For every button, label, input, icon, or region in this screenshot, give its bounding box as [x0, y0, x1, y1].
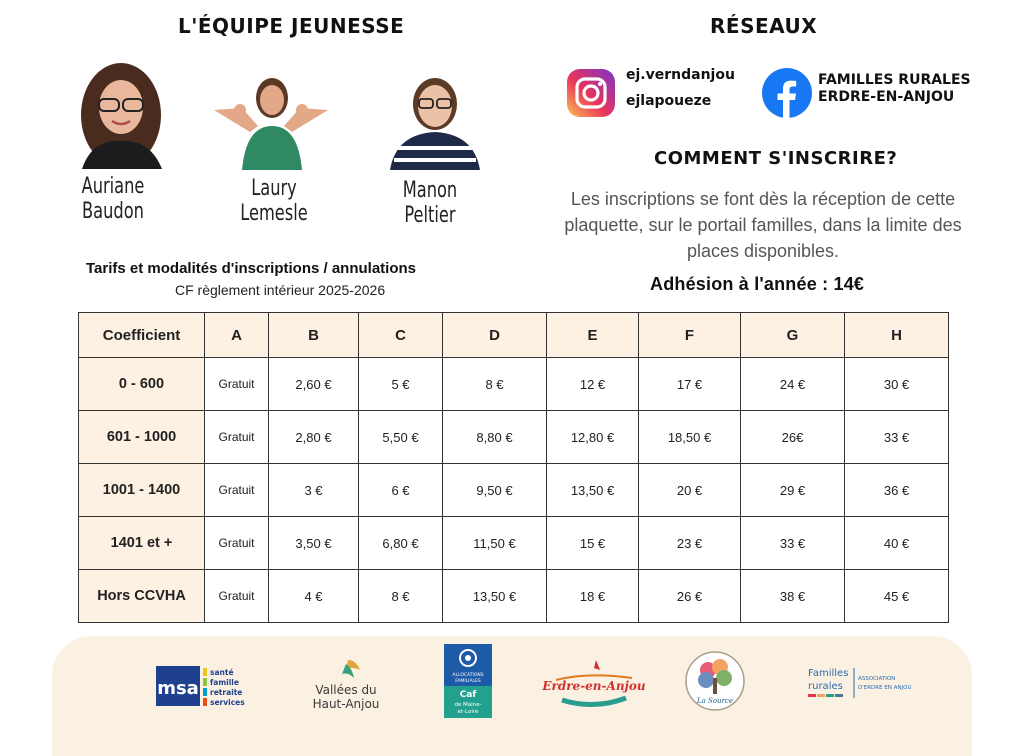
table-header-row — [79, 313, 949, 358]
instagram-icon[interactable] — [566, 68, 616, 118]
inscription-text: Les inscriptions se font dès la réception de cette plaquette, sur le portail familles, dans la limite des places disponibles. — [564, 189, 962, 261]
member-name-laury — [231, 176, 316, 226]
caf-line: et-Loire — [457, 709, 479, 715]
price-cell: 18,50 € — [639, 411, 741, 464]
tarifs-title: Tarifs et modalités d'inscriptions / annulations — [86, 260, 417, 277]
vallees-logo[interactable] — [306, 656, 384, 716]
header-cell: D — [443, 313, 547, 358]
facebook-page-name[interactable] — [818, 72, 971, 106]
familles-rurales-logo[interactable] — [806, 662, 920, 706]
price-cell: Gratuit — [205, 517, 269, 570]
erdre-name: Erdre-en-Anjou — [542, 679, 646, 693]
price-cell: 8 € — [359, 570, 443, 623]
price-cell: 3 € — [269, 464, 359, 517]
price-cell: 9,50 € — [443, 464, 547, 517]
price-cell: 13,50 € — [547, 464, 639, 517]
member-first-name: Auriane — [81, 174, 145, 199]
price-cell: 26 € — [639, 570, 741, 623]
member-last-name: Lemesle — [240, 201, 308, 226]
price-cell: 17 € — [639, 358, 741, 411]
adhesion-price: Adhésion à l'année : 14€ — [650, 274, 865, 294]
team-title: L'ÉQUIPE JEUNESSE — [178, 14, 405, 38]
familles-line: Familles — [808, 668, 849, 679]
facebook-line: FAMILLES RURALES — [818, 72, 971, 88]
avatar-manon — [386, 70, 484, 170]
price-cell: 33 € — [741, 517, 845, 570]
price-cell: 18 € — [547, 570, 639, 623]
price-cell: 26€ — [741, 411, 845, 464]
coefficient-cell: 601 - 1000 — [79, 411, 205, 464]
erdre-en-anjou-logo[interactable] — [542, 656, 646, 712]
member-first-name: Manon — [402, 178, 458, 203]
caf-line: FAMILIALES — [455, 679, 481, 684]
price-cell: Gratuit — [205, 570, 269, 623]
msa-letters: msa — [157, 678, 199, 699]
price-cell: 20 € — [639, 464, 741, 517]
price-cell: 12 € — [547, 358, 639, 411]
avatar-auriane — [72, 57, 170, 169]
header-cell: G — [741, 313, 845, 358]
price-cell: 2,60 € — [269, 358, 359, 411]
price-cell: Gratuit — [205, 411, 269, 464]
avatar-laury — [212, 70, 330, 170]
msa-line: retraite — [210, 688, 243, 697]
price-cell: 23 € — [639, 517, 741, 570]
price-cell: 12,80 € — [547, 411, 639, 464]
price-cell: 2,80 € — [269, 411, 359, 464]
price-cell: 3,50 € — [269, 517, 359, 570]
header-cell: A — [205, 313, 269, 358]
price-cell: 38 € — [741, 570, 845, 623]
price-cell: 4 € — [269, 570, 359, 623]
table-row — [79, 411, 949, 464]
la-source-logo[interactable] — [684, 650, 746, 712]
facebook-icon[interactable] — [762, 68, 812, 118]
member-name-manon — [397, 178, 463, 228]
table-row — [79, 464, 949, 517]
price-cell: 8,80 € — [443, 411, 547, 464]
instagram-accounts — [626, 64, 735, 112]
reseaux-title: RÉSEAUX — [710, 14, 818, 38]
price-cell: 30 € — [845, 358, 949, 411]
msa-logo[interactable] — [156, 664, 248, 710]
member-name-auriane — [78, 174, 149, 224]
instagram-account-link[interactable]: ej.verndanjou — [626, 67, 735, 83]
msa-line: famille — [210, 678, 239, 687]
familles-line: rurales — [808, 681, 843, 692]
coefficient-cell: 1001 - 1400 — [79, 464, 205, 517]
header-cell: C — [359, 313, 443, 358]
coefficient-cell: 0 - 600 — [79, 358, 205, 411]
coefficient-cell: 1401 et + — [79, 517, 205, 570]
source-name: La Source — [697, 697, 733, 705]
price-cell: 45 € — [845, 570, 949, 623]
price-cell: 40 € — [845, 517, 949, 570]
price-cell: 36 € — [845, 464, 949, 517]
price-cell: 33 € — [845, 411, 949, 464]
price-cell: 6,80 € — [359, 517, 443, 570]
header-cell: E — [547, 313, 639, 358]
caf-line: Caf — [459, 690, 477, 700]
header-cell: B — [269, 313, 359, 358]
table-row — [79, 517, 949, 570]
tarifs-subtitle: CF règlement intérieur 2025-2026 — [175, 282, 386, 298]
member-last-name: Peltier — [404, 203, 456, 228]
price-cell: Gratuit — [205, 358, 269, 411]
inscription-title: COMMENT S'INSCRIRE? — [654, 148, 898, 169]
member-last-name: Baudon — [82, 199, 144, 224]
table-row — [79, 570, 949, 623]
header-cell: Coefficient — [79, 313, 205, 358]
tarifs-table — [78, 312, 949, 623]
caf-line: de Maine- — [454, 702, 482, 708]
vallees-line: Haut-Anjou — [312, 697, 380, 711]
price-cell: 15 € — [547, 517, 639, 570]
price-cell: Gratuit — [205, 464, 269, 517]
header-cell: H — [845, 313, 949, 358]
price-cell: 6 € — [359, 464, 443, 517]
caf-logo[interactable] — [444, 644, 492, 718]
price-cell: 5 € — [359, 358, 443, 411]
price-cell: 13,50 € — [443, 570, 547, 623]
familles-assoc-line: ASSOCIATION — [858, 676, 896, 682]
facebook-line: ERDRE-EN-ANJOU — [818, 89, 955, 105]
price-cell: 29 € — [741, 464, 845, 517]
msa-line: santé — [210, 668, 234, 677]
price-cell: 5,50 € — [359, 411, 443, 464]
price-cell: 24 € — [741, 358, 845, 411]
member-first-name: Laury — [251, 176, 297, 201]
caf-line: ALLOCATIONS — [452, 673, 484, 678]
msa-line: services — [210, 698, 245, 707]
vallees-line: Vallées du — [315, 683, 377, 697]
price-cell: 11,50 € — [443, 517, 547, 570]
price-cell: 8 € — [443, 358, 547, 411]
instagram-account-link[interactable]: ejlapoueze — [626, 93, 712, 109]
familles-assoc-line: D'ERDRE EN ANJOU — [858, 685, 912, 691]
table-row — [79, 358, 949, 411]
header-cell: F — [639, 313, 741, 358]
coefficient-cell: Hors CCVHA — [79, 570, 205, 623]
